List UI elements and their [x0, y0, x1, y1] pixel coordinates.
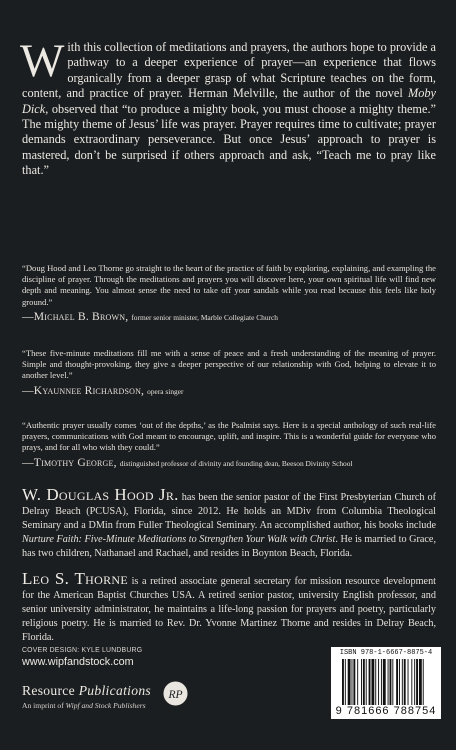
barcode-bar [352, 659, 353, 705]
barcode-bar [361, 659, 362, 705]
author-name: Leo S. Thorne [22, 569, 128, 588]
endorsement-1 [22, 263, 436, 324]
bio-text-part1: has been the senior pastor of the First Presbyterian Church of Delray Beach (PCUSA), Florida, since 2012. He holds an MDiv from Columbia Theological Seminary and a DMin from Fuller Theological Seminary. An accomplished author, his books include [22, 492, 436, 532]
endorsement-name: —Timothy George, [22, 455, 117, 469]
author-name: W. Douglas Hood Jr. [22, 485, 179, 504]
intro-text-part2: , observed that “to produce a mighty book, you must choose a mighty theme.” The mighty theme of Jesus’ life was prayer. Prayer requires time to cultivate; prayer demands extraordinary perseverance. But once Jesus’ approach to prayer is mastered, don’t be surprised if others approach and ask, “Teach me to pray like that.” [22, 101, 436, 178]
barcode-bar [423, 659, 424, 705]
barcode-bar [414, 659, 415, 705]
barcode-bar [375, 659, 376, 705]
endorsement-text: “These five-minute meditations fill me with a sense of peace and a fresh understanding of the meaning of prayer. Simple and thought-provoking, they give a deeper perspective of our relationship with God, helping to elevate it to another level.” [22, 348, 436, 381]
barcode-bar [371, 659, 374, 705]
barcode-bar [411, 659, 412, 705]
cover-design-credit: COVER DESIGN: KYLE LUNDBURG [22, 647, 143, 654]
publisher-logo-icon [163, 681, 188, 706]
intro-italic-title: Moby Dick [22, 86, 436, 116]
endorsement-name: —Kyaunnee Richardson, [22, 383, 145, 397]
imprint-prefix: An imprint of [22, 701, 66, 710]
barcode-bar [369, 659, 371, 705]
endorsement-text: “Doug Hood and Leo Thorne go straight to the heart of the practice of faith by exploring, explaining, and exampling the discipline of prayer. Through the meditations and prayers you will discover here, your own spiritual life will find new depth and meaning. You almost sense the need to take off your sandals while you read because this feels like holy ground.” [22, 263, 436, 307]
barcode-bar [392, 659, 393, 705]
intro-text-part1: ith this collection of meditations and prayers, the authors hope to provide a pathway to a deeper experience of prayer—an experience that flows organically from a deeper grasp of what Scripture teaches on the form, content, and practice of prayer. Herman Melville, the author of the novel [22, 40, 436, 101]
barcode-bar [419, 659, 422, 705]
endorsement-text: “Authentic prayer usually comes ‘out of the depths,’ as the Psalmist says. Here is a special anthology of such real-life prayers, communications with God meant to encourage, uplift, and inspire. This is a wonderful guide for everyone who prays, and for all who wish they could.” [22, 420, 436, 453]
bio-text: is a retired associate general secretary for mission resource development for the American Baptist Churches USA. A retired senior pastor, university English professor, and senior university administrator, he maintains a life-long passion for prayers and poetry, particularly religious poetry. He is married to Rev. Dr. Yvonne Martinez Thorne and resides in Delray Beach, Florida. [22, 576, 436, 644]
endorsement-role: opera singer [147, 386, 184, 396]
isbn-barcode [331, 647, 441, 719]
author-bio-thorne [22, 569, 436, 645]
barcode-bar [381, 659, 382, 705]
barcode-bar [404, 659, 406, 705]
endorsement-2 [22, 348, 436, 398]
endorsement-attribution [22, 456, 436, 470]
publisher-url[interactable]: www.wipfandstock.com [22, 656, 134, 668]
endorsement-name: —Michael B. Brown, [22, 309, 129, 323]
barcode-bar [357, 659, 358, 705]
barcode-bar [402, 659, 403, 705]
barcode-bar [408, 659, 409, 705]
isbn-number: ISBN 978-1-6667-8875-4 [339, 649, 433, 657]
endorsement-role: former senior minister, Marble Collegiate Church [131, 312, 278, 322]
barcode-bar [345, 659, 346, 705]
barcode-bars-icon [334, 659, 438, 705]
barcode-bar [348, 659, 351, 705]
endorsement-attribution [22, 310, 436, 324]
barcode-bar [416, 659, 418, 705]
bio-book-title: Nurture Faith: Five-Minute Meditations to Strengthen Your Walk with Christ [22, 534, 336, 546]
barcode-bar [353, 659, 355, 705]
barcode-digits: 9 781666 788754 [335, 705, 437, 717]
endorsement-3 [22, 420, 436, 470]
barcode-bar [396, 659, 398, 705]
publisher-name [22, 683, 151, 699]
logo-letters: RP [168, 688, 183, 701]
barcode-bar [363, 659, 365, 705]
barcode-bar [388, 659, 389, 705]
endorsement-role: distinguished professor of divinity and founding dean, Beeson Divinity School [119, 458, 353, 468]
barcode-bar [390, 659, 392, 705]
bio-text-part2: . He is married to Grace, has two children, Nathanael and Rachael, and resides in Boynton Beach, Florida. [22, 534, 436, 560]
barcode-bar [366, 659, 367, 705]
publisher-name-roman: Resource [22, 683, 75, 698]
endorsement-attribution [22, 384, 436, 398]
intro-paragraph [20, 35, 436, 179]
author-bio-hood [22, 485, 436, 561]
barcode-bar [378, 659, 379, 705]
drop-cap: W [20, 35, 65, 87]
barcode-bar [399, 659, 400, 705]
barcode-bar [342, 659, 344, 705]
publisher-name-italic: Publications [78, 683, 152, 698]
imprint-line [22, 701, 146, 710]
imprint-publisher: Wipf and Stock Publishers [65, 701, 146, 710]
barcode-bar [383, 659, 386, 705]
